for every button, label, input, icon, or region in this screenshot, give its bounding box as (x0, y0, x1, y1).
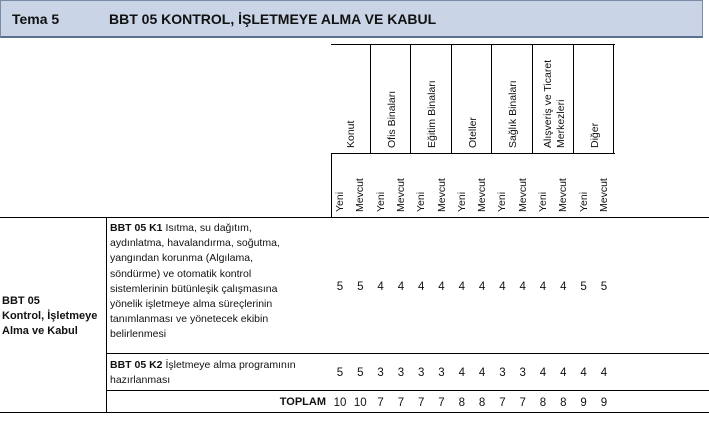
row-group-line: Kontrol, İşletmeye (2, 310, 98, 322)
total-value: 7 (377, 397, 384, 409)
criterion-k2 (110, 358, 325, 388)
sub-header-mevcut: Mevcut (435, 178, 448, 212)
row-group-line: Alma ve Kabul (2, 325, 78, 337)
k2-value: 4 (600, 367, 608, 379)
building-type-header: Oteller (466, 117, 479, 148)
k2-value: 3 (377, 367, 384, 379)
k2-value: 3 (499, 367, 506, 379)
k2-value: 4 (539, 367, 547, 379)
criterion-line: söndürme) ve otomatik kontrol (110, 267, 252, 280)
total-value: 8 (539, 397, 547, 409)
row-rule-k2 (106, 353, 709, 354)
criterion-line: sistemlerinin bütünleşik çalışmasına (110, 282, 278, 295)
criterion-k1 (110, 221, 325, 343)
k1-value: 4 (377, 281, 384, 293)
sub-header-yeni: Yeni (496, 191, 509, 212)
total-value: 10 (333, 397, 347, 409)
criterion-line: tanımlanması ve yönetecek ekibin (110, 313, 269, 326)
k1-value: 4 (397, 281, 405, 293)
building-type-header-line2: Merkezleri (555, 99, 567, 148)
total-value: 7 (519, 397, 526, 409)
k1-value: 4 (417, 281, 425, 293)
k1-value: 5 (600, 281, 608, 293)
total-value: 10 (353, 397, 367, 409)
sub-header-mevcut: Mevcut (394, 178, 407, 212)
criterion-line: yönelik işletmeye alma süreçlerinin (110, 298, 273, 311)
group-separator (613, 44, 614, 153)
k1-value: 5 (357, 281, 364, 293)
sub-header-yeni: Yeni (334, 191, 346, 212)
criterion-line: belirlenmesi (110, 328, 167, 341)
k1-value: 4 (560, 281, 567, 293)
col-rule-values (331, 153, 332, 217)
criterion-text: İşletmeye alma programının (165, 359, 296, 371)
criterion-text: Isıtma, su dağıtım, (165, 222, 252, 234)
k1-value: 5 (580, 281, 587, 293)
row-group-line: BBT 05 (2, 295, 40, 307)
sub-header-mevcut: Mevcut (516, 178, 529, 212)
k2-value: 3 (417, 367, 425, 379)
k2-value: 4 (580, 367, 587, 379)
group-separator (532, 44, 533, 153)
sub-header-yeni: Yeni (537, 191, 549, 212)
sub-header-mevcut: Mevcut (354, 178, 367, 212)
k2-value: 5 (357, 367, 364, 379)
body-rule-bottom (0, 412, 709, 413)
section-title: BBT 05 KONTROL, İŞLETMEYE ALMA VE KABUL (109, 11, 437, 27)
row-group-label (2, 294, 106, 339)
group-separator (451, 44, 452, 153)
building-type-header: Diğer (588, 122, 601, 148)
sub-header-mevcut: Mevcut (476, 178, 489, 212)
criterion-code: BBT 05 K1 (110, 222, 163, 234)
total-value: 8 (478, 397, 486, 409)
total-value: 7 (438, 397, 445, 409)
sub-header-yeni: Yeni (374, 191, 387, 212)
col-rule-left (106, 217, 107, 412)
k2-value: 3 (397, 367, 405, 379)
tema-label: Tema 5 (12, 11, 60, 27)
building-type-header: Konut (345, 120, 357, 148)
k2-value: 5 (336, 367, 344, 379)
k1-value: 4 (478, 281, 486, 293)
group-separator (573, 44, 574, 153)
criterion-line: yangından korunma (Algılama, (110, 252, 253, 265)
group-separator (410, 44, 411, 153)
k1-value: 5 (336, 281, 344, 293)
criterion-code: BBT 05 K2 (110, 359, 163, 371)
total-value: 9 (580, 397, 587, 409)
sub-header-mevcut: Mevcut (597, 178, 610, 212)
total-value: 9 (600, 397, 608, 409)
sub-header-mevcut: Mevcut (557, 178, 570, 212)
building-type-header: Alışveriş ve Ticaret (542, 59, 554, 148)
k1-value: 4 (519, 281, 526, 293)
k1-value: 4 (438, 281, 445, 293)
k2-value: 4 (478, 367, 486, 379)
sub-header-yeni: Yeni (415, 191, 428, 212)
k1-value: 4 (539, 281, 547, 293)
criterion-line: aydınlatma, havalandırma, soğutma, (110, 237, 280, 250)
k2-value: 4 (560, 367, 567, 379)
total-value: 8 (458, 397, 465, 409)
sub-header-yeni: Yeni (577, 191, 590, 212)
group-separator (370, 44, 371, 153)
total-label: TOPLAM (279, 396, 326, 408)
header-rule-mid (331, 153, 615, 154)
sub-header-yeni: Yeni (455, 191, 468, 212)
criterion-line (110, 221, 325, 236)
section-header (0, 0, 703, 38)
criterion-line: hazırlanması (110, 374, 171, 387)
building-type-header: Sağlık Binaları (507, 80, 520, 148)
group-separator (491, 44, 492, 153)
building-type-header: Ofis Binaları (385, 90, 398, 148)
k1-value: 4 (499, 281, 506, 293)
total-value: 7 (397, 397, 405, 409)
k2-value: 3 (438, 367, 445, 379)
row-rule-total (106, 390, 709, 391)
building-type-header: Eğitim Binaları (426, 80, 439, 148)
k2-value: 4 (458, 367, 465, 379)
total-value: 8 (560, 397, 567, 409)
total-value: 7 (417, 397, 425, 409)
k2-value: 3 (519, 367, 526, 379)
k1-value: 4 (458, 281, 465, 293)
criterion-line (110, 358, 325, 373)
total-value: 7 (499, 397, 506, 409)
